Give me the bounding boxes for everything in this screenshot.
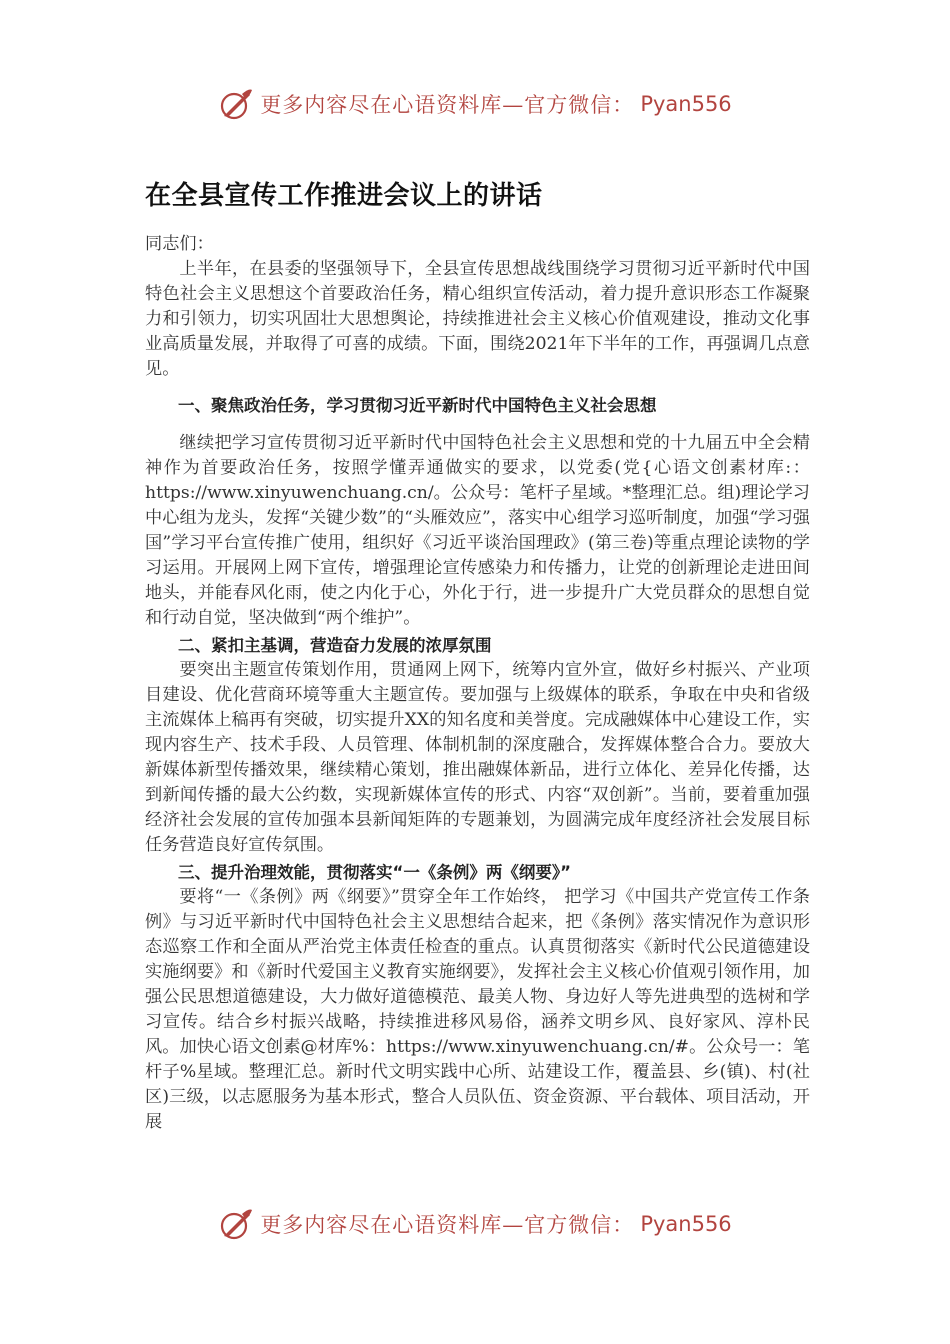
section-body-3: 要将“一《条例》两《纲要》”贯穿全年工作始终， 把学习《中国共产党宣传工作条例》与习近平新时代中国特色社会主义思想结合起来，把《条例》落实情况作为意识形态巡察工作和全面从严治党主体责任检查的重点。认真贯彻落实《新时代公民道德建设实施纲要》和《新时代爱国主义教育实施纲要》，发挥社会主义核心价值观引领作用，加强公民思想道德建设，大力做好道德模范、最美人物、身边好人等先进典型的选树和学习宣传。结合乡村振兴战略，持续推进移风易俗，涵养文明乡风、良好家风、淳朴民风。加快心语文创素@材库%：https://www.xinyuwenchuang.cn/#。公众号一：笔杆子%星域。整理汇总。新时代文明实践中心所、站建设工作，覆盖县、乡(镇)、村(社区)三级，以志愿服务为基本形式，整合人员队伍、资金资源、平台载体、项目活动，开展 <box>145 887 810 1132</box>
salutation: 同志们： <box>145 234 214 254</box>
section-heading-2: 二、紧扣主基调，营造奋力发展的浓厚氛围 <box>178 636 492 655</box>
pen-quill-logo-icon <box>218 86 254 122</box>
section-heading-3: 三、提升治理效能，贯彻落实“一《条例》两《纲要》” <box>178 863 571 882</box>
banner-text: 更多内容尽在心语资料库—官方微信： <box>260 93 635 117</box>
header-banner <box>0 86 950 122</box>
pen-quill-logo-icon <box>218 1206 254 1242</box>
footer-banner <box>0 1206 950 1242</box>
intro-paragraph: 上半年，在县委的坚强领导下，全县宣传思想战线围绕学习贯彻习近平新时代中国特色社会主义思想这个首要政治任务，精心组织宣传活动，着力提升意识形态工作凝聚力和引领力，切实巩固壮大思想舆论，持续推进社会主义核心价值观建设，推动文化事业高质量发展，并取得了可喜的成绩。下面，围绕2021年下半年的工作，再强调几点意见。 <box>145 259 810 379</box>
document-body <box>145 232 810 1135</box>
section-body-2: 要突出主题宣传策划作用，贯通网上网下，统筹内宣外宣，做好乡村振兴、产业项目建设、优化营商环境等重大主题宣传。要加强与上级媒体的联系，争取在中央和省级主流媒体上稿再有突破，切实提升XX的知名度和美誉度。完成融媒体中心建设工作，实现内容生产、技术手段、人员管理、体制机制的深度融合，发挥媒体整合合力。要放大新媒体新型传播效果，继续精心策划，推出融媒体新品，进行立体化、差异化传播，达到新闻传播的最大公约数，实现新媒体宣传的形式、内容“双创新”。当前，要着重加强经济社会发展的宣传加强本县新闻矩阵的专题兼划，为圆满完成年度经济社会发展目标任务营造良好宣传氛围。 <box>145 660 810 855</box>
banner-text: 更多内容尽在心语资料库—官方微信： <box>260 1213 635 1237</box>
banner-handle: Pyan556 <box>640 92 732 116</box>
section-heading-1: 一、聚焦政治任务，学习贯彻习近平新时代中国特色主义社会思想 <box>178 396 657 415</box>
section-body-1: 继续把学习宣传贯彻习近平新时代中国特色社会主义思想和党的十九届五中全会精神作为首要政治任务，按照学懂弄通做实的要求，以党委(党{心语文创素材库:：https://www.xinyuwenchuang.cn/。公众号：笔杆子星域。*整理汇总。组)理论学习中心组为龙头，发挥“关键少数”的“头雁效应”，落实中心组学习巡听制度，加强“学习强国”学习平台宣传推广使用，组织好《习近平谈治国理政》(第三卷)等重点理论读物的学习运用。开展网上网下宣传，增强理论宣传感染力和传播力，让党的创新理论走进田间地头，并能春风化雨，使之内化于心，外化于行，进一步提升广大党员群众的思想自觉和行动自觉，坚决做到“两个维护”。 <box>145 433 810 628</box>
banner-handle: Pyan556 <box>640 1212 732 1236</box>
page-title: 在全县宣传工作推进会议上的讲话 <box>145 181 543 211</box>
